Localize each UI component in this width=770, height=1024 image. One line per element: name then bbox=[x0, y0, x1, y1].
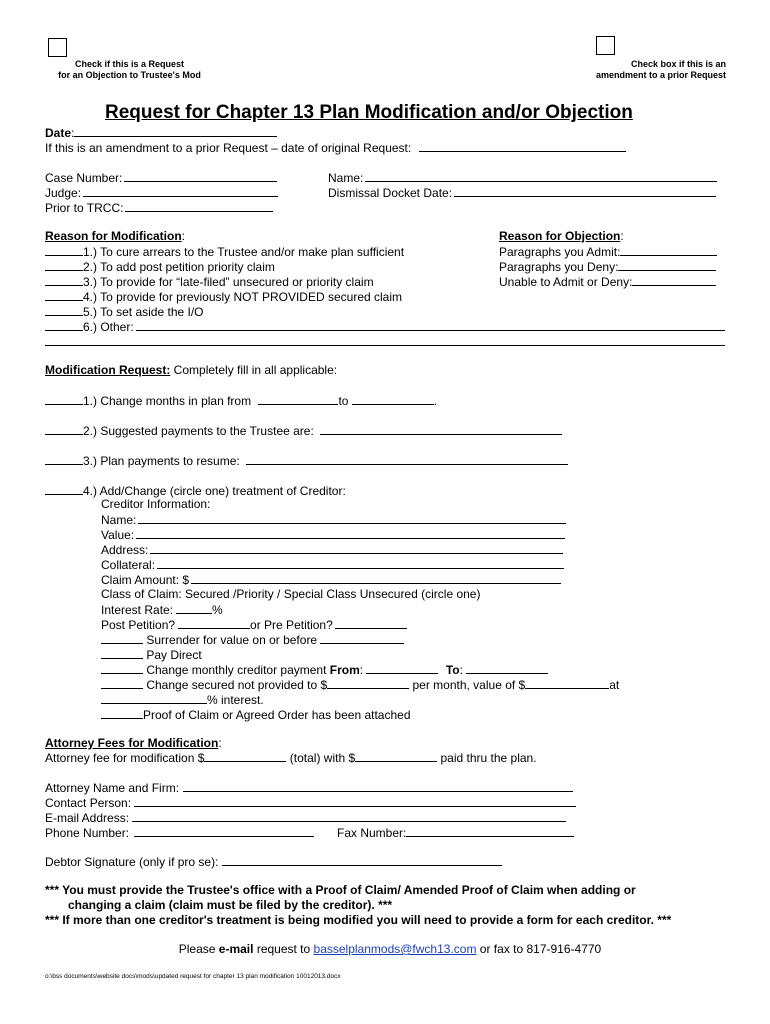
amendment-checkbox-label-1: Check box if this is an bbox=[630, 59, 726, 69]
reason-obj-item bbox=[499, 244, 717, 259]
mod-item-4-check[interactable] bbox=[45, 483, 83, 495]
note-line-1: *** You must provide the Trustee's office with a Proof of Claim/ Amended Proof of Claim when adding or bbox=[45, 883, 636, 897]
judge-row bbox=[45, 185, 278, 200]
creditor-value-label: Value: bbox=[101, 528, 135, 542]
proof-of-claim-row bbox=[101, 707, 411, 722]
reason-mod-item bbox=[45, 274, 374, 289]
change-monthly-from-label: From bbox=[329, 663, 360, 677]
date-field[interactable] bbox=[74, 125, 277, 137]
contact-person-field[interactable] bbox=[134, 795, 576, 807]
judge-label: Judge: bbox=[45, 186, 82, 200]
reason-mod-check[interactable] bbox=[45, 274, 83, 286]
other-field[interactable] bbox=[136, 330, 725, 331]
reason-mod-text: 5.) To set aside the I/O bbox=[83, 305, 204, 319]
objection-checkbox-label-1: Check if this is a Request bbox=[74, 59, 185, 69]
mod-item-1 bbox=[45, 393, 437, 408]
amendment-checkbox[interactable] bbox=[596, 36, 615, 55]
reason-mod-heading-row bbox=[45, 229, 185, 243]
attorney-fees-heading: Attorney Fees for Modification bbox=[45, 736, 219, 750]
proof-of-claim-check[interactable] bbox=[101, 707, 143, 719]
prior-trcc-label: Prior to TRCC: bbox=[45, 201, 124, 215]
creditor-name-field[interactable] bbox=[138, 512, 566, 524]
reason-obj-item bbox=[499, 274, 716, 289]
reason-obj-text: Paragraphs you Admit: bbox=[499, 245, 621, 259]
creditor-address-field[interactable] bbox=[150, 542, 563, 554]
contact-person-row bbox=[45, 795, 576, 810]
objection-checkbox-label bbox=[48, 59, 211, 81]
amendment-checkbox-label bbox=[560, 59, 726, 81]
case-number-row bbox=[45, 170, 277, 185]
footer-path: o:\bss documents\website docs\mods\updated request for chapter 13 plan modification 10012013.docx bbox=[45, 973, 341, 980]
claim-amount-label: Claim Amount: $ bbox=[101, 573, 190, 587]
attorney-fee-total-field[interactable] bbox=[204, 750, 286, 762]
email-line-email-word: e-mail bbox=[218, 942, 254, 956]
change-monthly-label: Change monthly creditor payment bbox=[146, 663, 327, 677]
debtor-signature-label: Debtor Signature (only if pro se): bbox=[45, 855, 219, 869]
mod-item-1-text: 1.) Change months in plan from bbox=[83, 394, 252, 408]
attorney-name-field[interactable] bbox=[183, 780, 573, 792]
interest-pct-row bbox=[101, 692, 264, 707]
class-of-claim: Class of Claim: Secured /Priority / Special Class Unsecured (circle one) bbox=[101, 587, 481, 601]
attorney-fees-colon: : bbox=[218, 736, 222, 750]
phone-label: Phone Number: bbox=[45, 826, 130, 840]
debtor-signature-field[interactable] bbox=[222, 854, 502, 866]
change-monthly-to-colon: : bbox=[459, 663, 463, 677]
case-number-label: Case Number: bbox=[45, 171, 123, 185]
mod-item-3-check[interactable] bbox=[45, 453, 83, 465]
reason-mod-colon: : bbox=[181, 229, 186, 243]
proof-of-claim-label: Proof of Claim or Agreed Order has been attached bbox=[143, 708, 411, 722]
fax-row bbox=[337, 825, 574, 840]
email-field[interactable] bbox=[132, 810, 566, 822]
attorney-name-row bbox=[45, 780, 573, 795]
change-secured-value-label: per month, value of $ bbox=[412, 678, 526, 692]
amend-label: If this is an amendment to a prior Request – date of original Request: bbox=[45, 141, 412, 155]
plan-payments-resume-field[interactable] bbox=[246, 453, 568, 465]
email-fax-line bbox=[0, 942, 770, 956]
page-title: Request for Chapter 13 Plan Modification and/or Objection bbox=[105, 102, 633, 123]
creditor-name-row bbox=[101, 512, 566, 527]
surrender-row bbox=[101, 632, 404, 647]
amendment-checkbox-label-2: amendment to a prior Request bbox=[595, 70, 726, 80]
reason-mod-check[interactable] bbox=[45, 244, 83, 256]
change-monthly-to-field[interactable] bbox=[466, 662, 548, 674]
reason-obj-item bbox=[499, 259, 716, 274]
mod-item-1-period: . bbox=[433, 394, 438, 408]
interest-rate-row bbox=[101, 602, 223, 617]
creditor-value-field[interactable] bbox=[136, 527, 565, 539]
change-monthly-from-colon: : bbox=[359, 663, 364, 677]
phone-field[interactable] bbox=[134, 825, 314, 837]
claim-amount-field[interactable] bbox=[191, 572, 561, 584]
pay-direct-label: Pay Direct bbox=[146, 648, 202, 662]
reason-mod-text: 3.) To provide for “late-filed” unsecured or priority claim bbox=[83, 275, 374, 289]
mod-item-1-check[interactable] bbox=[45, 393, 83, 405]
case-number-field[interactable] bbox=[124, 170, 277, 182]
change-secured-amount-field[interactable] bbox=[327, 677, 409, 689]
reason-mod-check[interactable] bbox=[45, 289, 83, 301]
reason-obj-text: Unable to Admit or Deny: bbox=[499, 275, 633, 289]
name-field[interactable] bbox=[365, 170, 717, 182]
claim-amount-row bbox=[101, 572, 561, 587]
date-colon: : bbox=[71, 126, 75, 140]
mod-item-4 bbox=[45, 483, 346, 498]
creditor-collateral-field[interactable] bbox=[157, 557, 564, 569]
change-secured-check[interactable] bbox=[101, 677, 143, 689]
months-from-field[interactable] bbox=[258, 393, 338, 405]
creditor-address-label: Address: bbox=[101, 543, 149, 557]
date-label: Date bbox=[45, 126, 72, 140]
attorney-fees-heading-row bbox=[45, 736, 222, 750]
phone-row bbox=[45, 825, 314, 840]
mod-item-4-text: 4.) Add/Change (circle one) treatment of Creditor: bbox=[83, 484, 346, 498]
objection-checkbox-label-2: for an Objection to Trustee's Mod bbox=[58, 70, 201, 80]
change-secured-value-field[interactable] bbox=[525, 677, 609, 689]
pre-petition-field[interactable] bbox=[335, 617, 407, 629]
surrender-date-field[interactable] bbox=[320, 632, 404, 644]
creditor-collateral-row bbox=[101, 557, 564, 572]
reason-mod-item bbox=[45, 259, 275, 274]
pay-direct-row bbox=[101, 647, 202, 662]
post-petition-row bbox=[101, 617, 407, 632]
date-row bbox=[45, 125, 277, 140]
mod-item-2 bbox=[45, 423, 562, 438]
surrender-label: Surrender for value on or before bbox=[146, 633, 318, 647]
pre-petition-label: or Pre Petition? bbox=[250, 618, 333, 632]
mod-item-3 bbox=[45, 453, 568, 468]
note-line-2: changing a claim (claim must be filed by the creditor). *** bbox=[68, 898, 393, 912]
reason-mod-check[interactable] bbox=[45, 304, 83, 316]
attorney-fee-label: Attorney fee for modification $ bbox=[45, 751, 205, 765]
attorney-fee-plan-field[interactable] bbox=[355, 750, 437, 762]
creditor-value-row bbox=[101, 527, 565, 542]
email-link[interactable]: basselplanmods@fwch13.com bbox=[313, 942, 477, 956]
interest-pct-field[interactable] bbox=[101, 692, 207, 704]
reason-mod-check[interactable] bbox=[45, 259, 83, 271]
dismissal-field[interactable] bbox=[454, 185, 716, 197]
interest-rate-pct: % bbox=[212, 603, 223, 617]
reason-obj-heading: Reason for Objection bbox=[499, 229, 621, 243]
amend-row bbox=[45, 140, 626, 155]
attorney-fee-paid-label: paid thru the plan. bbox=[440, 751, 537, 765]
attorney-name-label: Attorney Name and Firm: bbox=[45, 781, 180, 795]
mod-request-subtitle: Completely fill in all applicable: bbox=[170, 363, 338, 377]
creditor-info-label: Creditor Information: bbox=[101, 497, 211, 511]
mod-item-2-text: 2.) Suggested payments to the Trustee are: bbox=[83, 424, 314, 438]
post-petition-field[interactable] bbox=[178, 617, 250, 629]
email-row bbox=[45, 810, 566, 825]
prior-trcc-row bbox=[45, 200, 273, 215]
name-label: Name: bbox=[328, 171, 364, 185]
reason-mod-text: 2.) To add post petition priority claim bbox=[83, 260, 275, 274]
change-monthly-to-label: To bbox=[445, 663, 460, 677]
email-line-fax: or fax to 817-916-4770 bbox=[476, 942, 602, 956]
mod-request-heading-row bbox=[45, 363, 337, 377]
reason-mod-item bbox=[45, 319, 134, 334]
attorney-fee-with-label: (total) with $ bbox=[289, 751, 356, 765]
change-secured-row bbox=[101, 677, 619, 692]
creditor-address-row bbox=[101, 542, 563, 557]
reason-mod-text: 1.) To cure arrears to the Trustee and/or make plan sufficient bbox=[83, 245, 405, 259]
dismissal-row bbox=[328, 185, 716, 200]
change-monthly-row bbox=[101, 662, 548, 677]
change-monthly-check[interactable] bbox=[101, 662, 143, 674]
reason-mod-item bbox=[45, 304, 204, 319]
name-row bbox=[328, 170, 717, 185]
mod-item-3-text: 3.) Plan payments to resume: bbox=[83, 454, 240, 468]
judge-field[interactable] bbox=[83, 185, 278, 197]
interest-rate-label: Interest Rate: bbox=[101, 603, 174, 617]
paragraphs-deny-field[interactable] bbox=[618, 259, 716, 271]
email-label: E-mail Address: bbox=[45, 811, 130, 825]
interest-rate-field[interactable] bbox=[176, 602, 212, 614]
reason-mod-check[interactable] bbox=[45, 319, 83, 331]
prior-trcc-field[interactable] bbox=[125, 200, 273, 212]
reason-mod-item bbox=[45, 289, 402, 304]
change-secured-label: Change secured not provided to $ bbox=[146, 678, 328, 692]
creditor-collateral-label: Collateral: bbox=[101, 558, 156, 572]
change-secured-at: at bbox=[609, 678, 620, 692]
change-monthly-from-field[interactable] bbox=[366, 662, 438, 674]
surrender-check[interactable] bbox=[101, 632, 143, 644]
post-petition-label: Post Petition? bbox=[101, 618, 176, 632]
creditor-name-label: Name: bbox=[101, 513, 137, 527]
objection-checkbox[interactable] bbox=[48, 38, 67, 57]
paragraphs-admit-field[interactable] bbox=[620, 244, 717, 256]
reason-obj-text: Paragraphs you Deny: bbox=[499, 260, 619, 274]
contact-person-label: Contact Person: bbox=[45, 796, 132, 810]
mod-item-2-check[interactable] bbox=[45, 423, 83, 435]
mod-item-1-to: to bbox=[338, 394, 349, 408]
dismissal-label: Dismissal Docket Date: bbox=[328, 186, 453, 200]
email-line-request: request to bbox=[253, 942, 314, 956]
interest-pct-label: % interest. bbox=[207, 693, 264, 707]
pay-direct-check[interactable] bbox=[101, 647, 143, 659]
email-line-please: Please bbox=[178, 942, 219, 956]
reason-obj-heading-row bbox=[499, 229, 624, 243]
months-to-field[interactable] bbox=[352, 393, 434, 405]
debtor-signature-row bbox=[45, 854, 502, 869]
unable-admit-deny-field[interactable] bbox=[632, 274, 716, 286]
fax-label: Fax Number: bbox=[337, 826, 407, 840]
reason-mod-heading: Reason for Modification bbox=[45, 229, 182, 243]
original-request-date-field[interactable] bbox=[419, 140, 626, 152]
note-line-3: *** If more than one creditor's treatment is being modified you will need to provide a form for each creditor. *** bbox=[45, 913, 672, 927]
attorney-fee-row bbox=[45, 750, 537, 765]
reason-mod-text: 4.) To provide for previously NOT PROVIDED secured claim bbox=[83, 290, 403, 304]
mod-request-heading: Modification Request: bbox=[45, 363, 171, 377]
fax-field[interactable] bbox=[406, 825, 574, 837]
reason-mod-text: 6.) Other: bbox=[83, 320, 134, 334]
reason-obj-colon: : bbox=[620, 229, 624, 243]
suggested-payments-field[interactable] bbox=[320, 423, 562, 435]
reason-mod-item bbox=[45, 244, 404, 259]
other-field-line-2[interactable] bbox=[45, 345, 725, 346]
